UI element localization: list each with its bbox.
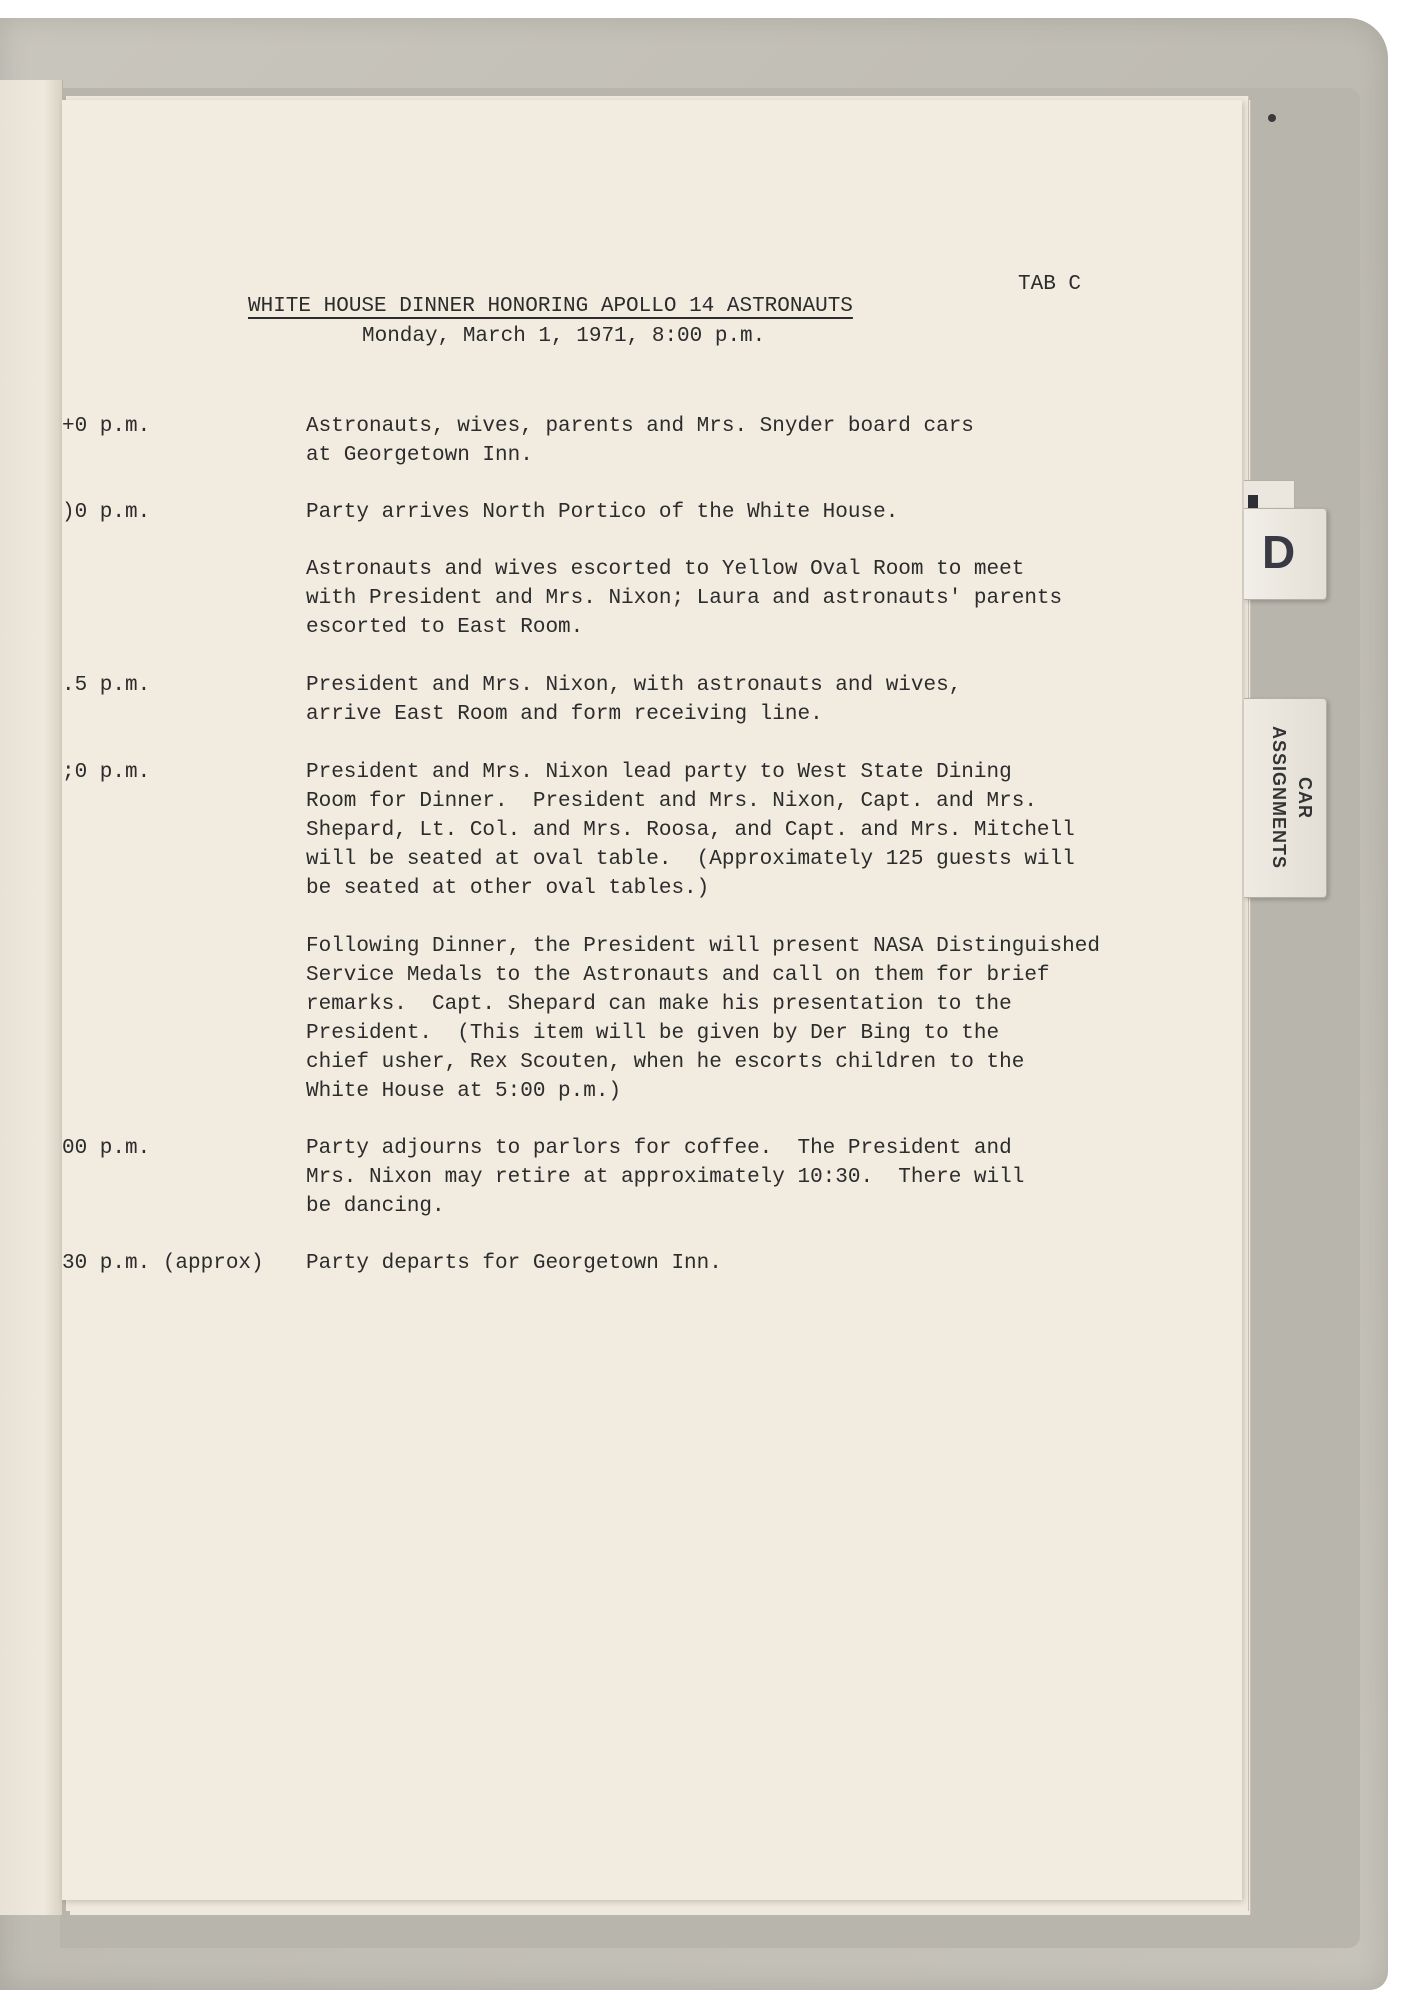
- schedule-line: chief usher, Rex Scouten, when he escorts children to the: [306, 1051, 1025, 1074]
- schedule-line: Room for Dinner. President and Mrs. Nixon, Capt. and Mrs.: [306, 790, 1037, 813]
- schedule-line: arrive East Room and form receiving line.: [306, 703, 823, 726]
- schedule-line: Party departs for Georgetown Inn.: [306, 1252, 722, 1275]
- schedule-time: +0 p.m.: [62, 415, 151, 438]
- index-tab-car-assignments[interactable]: [1244, 698, 1327, 898]
- schedule-line: be dancing.: [306, 1195, 445, 1218]
- schedule-line: Mrs. Nixon may retire at approximately 10:30. There will: [306, 1166, 1025, 1189]
- tab-label: TAB C: [1018, 273, 1082, 296]
- binder-mark: [1268, 114, 1276, 122]
- left-page: [0, 80, 63, 1915]
- schedule-line: will be seated at oval table. (Approximately 125 guests will: [306, 848, 1075, 871]
- schedule-line: with President and Mrs. Nixon; Laura and astronauts' parents: [306, 587, 1063, 610]
- schedule-time: )0 p.m.: [62, 501, 151, 524]
- schedule-line: escorted to East Room.: [306, 616, 584, 639]
- schedule-line: remarks. Capt. Shepard can make his presentation to the: [306, 993, 1012, 1016]
- index-tab-d[interactable]: [1244, 508, 1327, 600]
- schedule-time: 00 p.m.: [62, 1137, 151, 1160]
- schedule-line: Astronauts, wives, parents and Mrs. Snyder board cars: [306, 415, 974, 438]
- schedule-line: President. (This item will be given by Der Bing to the: [306, 1022, 1000, 1045]
- schedule-line: President and Mrs. Nixon, with astronauts and wives,: [306, 674, 962, 697]
- schedule-line: be seated at other oval tables.): [306, 877, 710, 900]
- schedule-line: President and Mrs. Nixon lead party to West State Dining: [306, 761, 1012, 784]
- tab-car-line2: ASSIGNMENTS: [1269, 726, 1289, 870]
- document-subtitle: Monday, March 1, 1971, 8:00 p.m.: [362, 325, 766, 348]
- schedule-line: Service Medals to the Astronauts and call on them for brief: [306, 964, 1050, 987]
- schedule-line: Shepard, Lt. Col. and Mrs. Roosa, and Capt. and Mrs. Mitchell: [306, 819, 1075, 842]
- schedule-time: .5 p.m.: [62, 674, 151, 697]
- schedule-time: 30 p.m. (approx): [62, 1252, 264, 1275]
- schedule-line: Following Dinner, the President will present NASA Distinguished: [306, 935, 1100, 958]
- schedule-line: Party adjourns to parlors for coffee. The President and: [306, 1137, 1012, 1160]
- document-title: WHITE HOUSE DINNER HONORING APOLLO 14 ASTRONAUTS: [248, 295, 853, 318]
- tab-d-label: D: [1262, 526, 1296, 578]
- schedule-line: White House at 5:00 p.m.): [306, 1080, 622, 1103]
- schedule-time: ;0 p.m.: [62, 761, 151, 784]
- document-page: [62, 100, 1242, 1900]
- schedule-line: Astronauts and wives escorted to Yellow Oval Room to meet: [306, 558, 1025, 581]
- schedule-line: Party arrives North Portico of the White House.: [306, 501, 899, 524]
- tab-car-label: [1258, 709, 1318, 887]
- tab-car-line1: CAR: [1295, 777, 1315, 819]
- schedule-line: at Georgetown Inn.: [306, 444, 533, 467]
